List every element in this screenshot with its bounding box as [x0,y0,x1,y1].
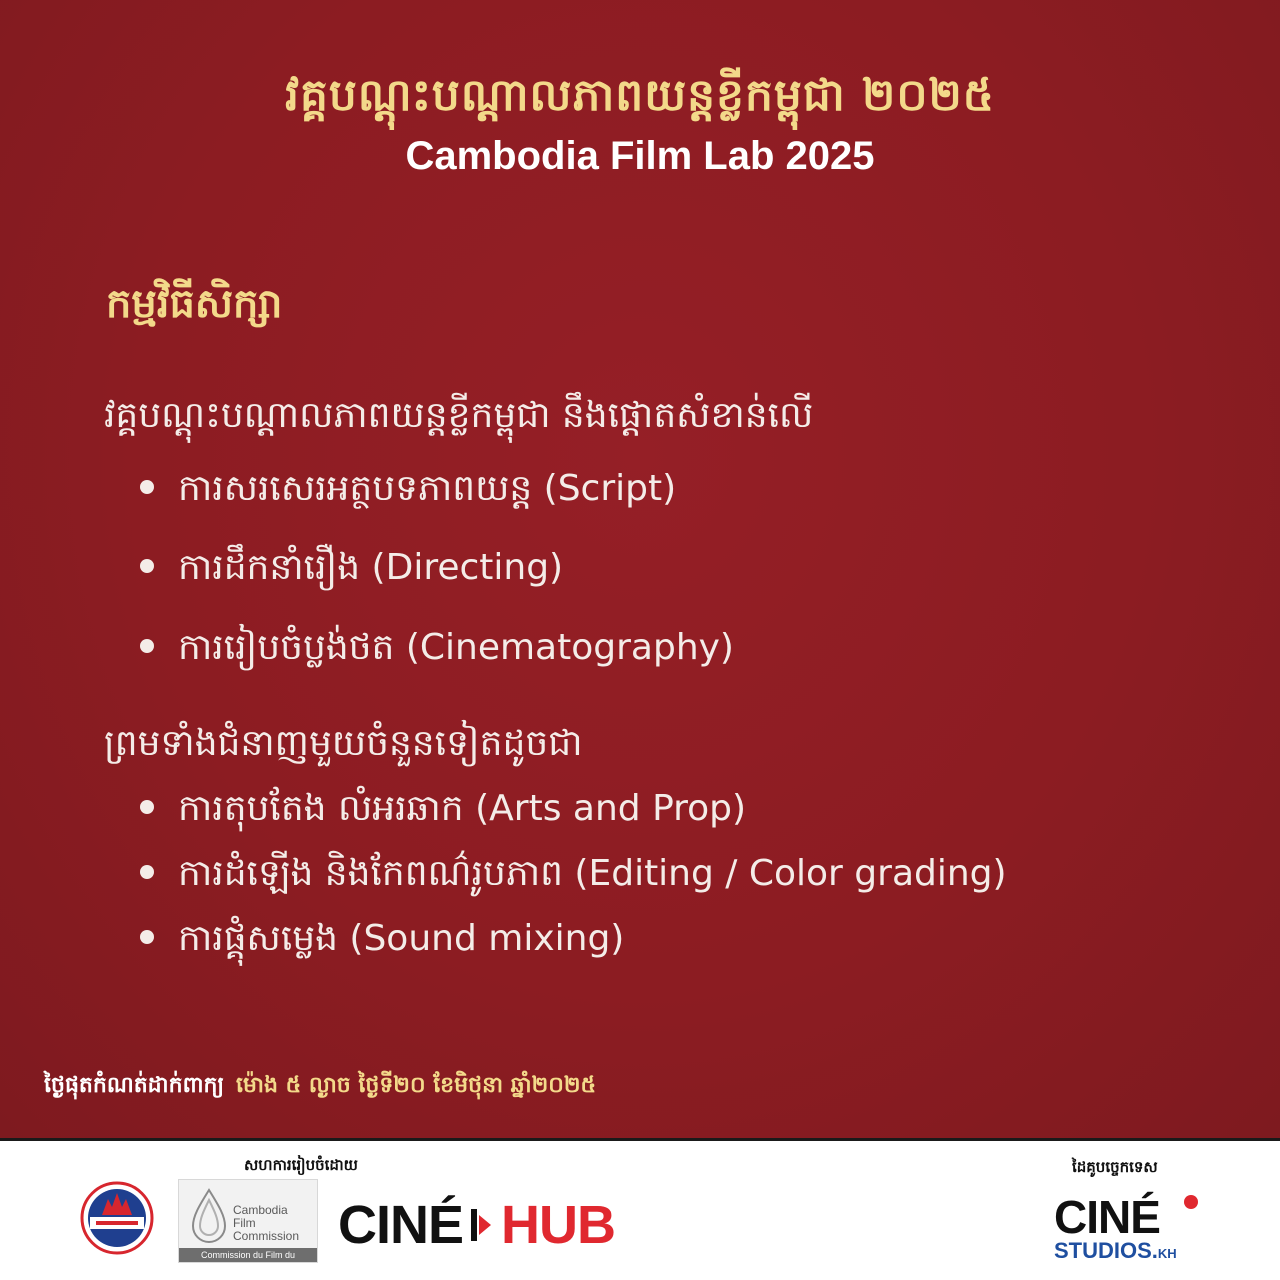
cfc-drop-icon [189,1188,229,1246]
core-item-cinematography: ការរៀបចំប្លង់ថត (Cinematography) [140,624,734,672]
core-item-script: ការសរសេរអត្ថបទភាពយន្ត (Script) [140,465,676,513]
partner-label: ដៃគូបច្ចេកទេស [1072,1158,1158,1176]
organizers-label: សហការរៀបចំដោយ [244,1156,358,1174]
cinehub-arrow-icon [469,1203,495,1247]
extra-intro: ព្រមទាំងជំនាញមួយចំនួនទៀតដូចជា [104,723,583,764]
deadline-value: ម៉ោង ៥ ល្ងាច ថ្ងៃទី២០ ខែមិថុនា ឆ្នាំ២០២៥ [236,1073,597,1098]
title-english: Cambodia Film Lab 2025 [405,134,875,178]
ministry-emblem-icon [80,1181,154,1255]
bullet-icon [140,639,154,653]
record-dot-icon [1184,1195,1198,1209]
bullet-icon [140,480,154,494]
bullet-icon [140,800,154,814]
deadline-label: ថ្ងៃផុតកំណត់ដាក់ពាក្យ [44,1073,225,1098]
extra-item-editing: ការដំឡើង និងកែពណ៌រូបភាព (Editing / Color grading) [140,850,1007,898]
deadline [44,1068,596,1104]
bullet-icon [140,865,154,879]
cinehub-logo: CINÉ HUB [338,1195,616,1255]
program-heading: កម្មវិធីសិក្សា [106,281,283,327]
cfc-text: Cambodia Film Commission [233,1203,300,1243]
core-item-directing: ការដឹកនាំរឿង (Directing) [140,544,563,592]
footer [0,1138,1280,1280]
cinestudios-logo: CINÉ STUDIOS.KH [1054,1195,1177,1266]
extra-item-sound: ការផ្គុំសម្លេង (Sound mixing) [140,915,624,963]
program-intro: វគ្គបណ្តុះបណ្តាលភាពយន្តខ្លីកម្ពុជា នឹងផ្តោតសំខាន់លើ [104,395,814,436]
title-khmer: វគ្គបណ្តុះបណ្តាលភាពយន្តខ្លីកម្ពុជា ២០២៥ [285,70,995,121]
cfc-subtitle: Commission du Film du Cambodge [179,1248,317,1262]
bullet-icon [140,559,154,573]
cfc-logo [178,1179,318,1274]
extra-item-arts: ការតុបតែង លំអរឆាក (Arts and Prop) [140,785,746,833]
bullet-icon [140,930,154,944]
